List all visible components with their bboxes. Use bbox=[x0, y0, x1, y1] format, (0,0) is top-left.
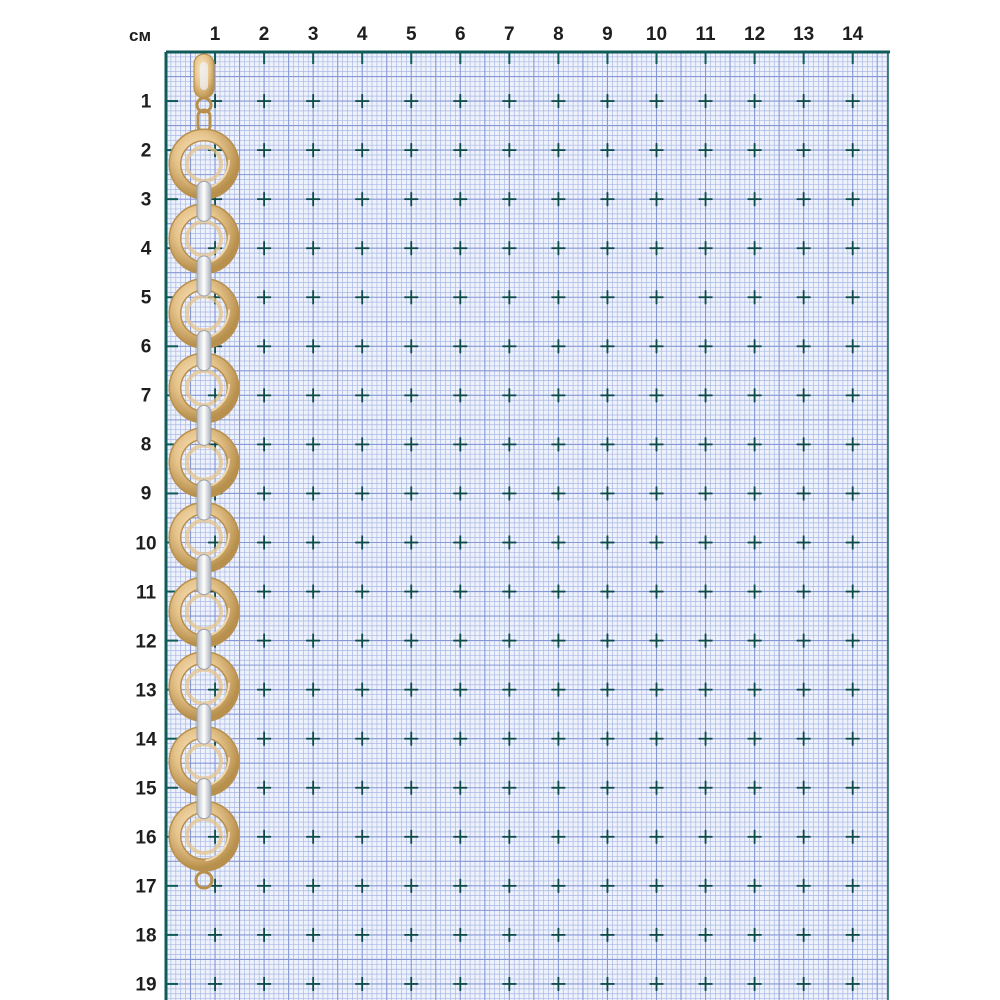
y-axis-label: 17 bbox=[135, 876, 157, 898]
x-axis-label: 1 bbox=[209, 24, 221, 45]
x-axis-label: 14 bbox=[842, 24, 864, 45]
x-axis-label: 13 bbox=[793, 24, 815, 45]
x-axis-label: 2 bbox=[258, 24, 270, 45]
bracelet-connector-link bbox=[197, 704, 211, 744]
bracelet-connector-link bbox=[197, 480, 211, 520]
y-axis-label: 3 bbox=[140, 189, 152, 211]
y-axis-label: 2 bbox=[140, 140, 152, 162]
x-axis-label: 10 bbox=[645, 24, 668, 45]
y-axis-label: 8 bbox=[140, 434, 152, 456]
y-axis-label: 18 bbox=[135, 925, 157, 947]
bracelet-connector-link bbox=[197, 629, 211, 669]
x-axis-label: 9 bbox=[602, 24, 613, 45]
y-axis-label: 1 bbox=[140, 91, 152, 113]
x-axis-label: 7 bbox=[504, 24, 515, 45]
x-axis-label: 5 bbox=[405, 24, 417, 45]
y-axis-label: 19 bbox=[135, 974, 157, 996]
unit-label: см bbox=[128, 26, 152, 45]
y-axis-label: 6 bbox=[140, 336, 152, 358]
bracelet-connector-link bbox=[197, 256, 211, 296]
y-axis-label: 14 bbox=[135, 729, 157, 751]
y-axis-label: 7 bbox=[140, 385, 152, 407]
y-axis-label: 13 bbox=[135, 680, 157, 702]
y-axis-label: 5 bbox=[140, 287, 152, 309]
bracelet-connector-link bbox=[197, 779, 211, 819]
x-axis-label: 6 bbox=[455, 24, 466, 45]
x-axis-label: 4 bbox=[356, 24, 368, 45]
y-axis-label: 10 bbox=[135, 533, 157, 554]
x-axis-label: 8 bbox=[553, 24, 564, 45]
y-axis-label: 15 bbox=[135, 778, 157, 800]
y-axis-label: 11 bbox=[135, 582, 157, 604]
x-axis-label: 12 bbox=[744, 24, 766, 45]
bracelet-connector-link bbox=[197, 405, 211, 445]
y-axis-label: 9 bbox=[140, 483, 152, 505]
y-axis-label: 12 bbox=[135, 631, 157, 653]
y-axis-label: 16 bbox=[135, 827, 157, 849]
y-axis-label: 4 bbox=[140, 238, 152, 260]
x-axis-label: 11 bbox=[695, 24, 716, 45]
bracelet-connector-link bbox=[197, 331, 211, 371]
bracelet-connector-link bbox=[197, 181, 211, 221]
bracelet-connector-link bbox=[197, 555, 211, 595]
x-axis-label: 3 bbox=[307, 24, 319, 45]
